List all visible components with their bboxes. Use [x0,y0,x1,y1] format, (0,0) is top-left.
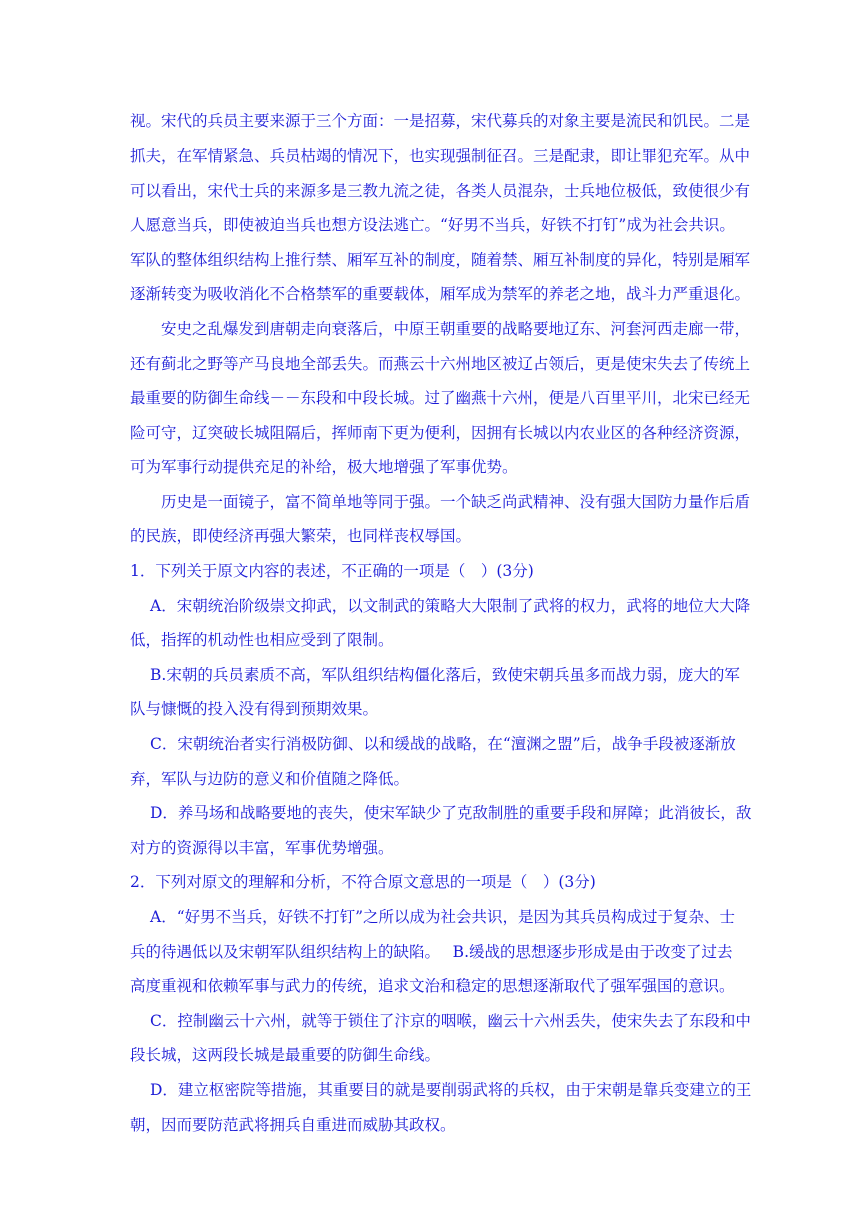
answer-option: 高度重视和依赖军事与武力的传统，追求文治和稳定的思想逐渐取代了强军强国的意识。 [130,977,735,995]
paragraph-line: 抓夫，在军情紧急、兵员枯竭的情况下，也实现强制征召。三是配隶，即让罪犯充军。从中 [130,147,751,165]
answer-option: 队与慷慨的投入没有得到预期效果。 [130,700,379,718]
answer-option: A．“好男不当兵，好铁不打钉”之所以成为社会共识，是因为其兵员构成过于复杂、士 [150,908,736,926]
answer-option: 段长城，这两段长城是最重要的防御生命线。 [130,1046,441,1064]
answer-option: 朝，因而要防范武将拥兵自重进而威胁其政权。 [130,1116,456,1134]
answer-option: D．养马场和战略要地的丧失，使宋军缺少了克敌制胜的重要手段和屏障；此消彼长，敌 [150,804,752,822]
question-stem: 1．下列关于原文内容的表述，不正确的一项是（ ）(3分) [130,562,534,580]
paragraph-line: 最重要的防御生命线－－东段和中段长城。过了幽燕十六州，便是八百里平川，北宋已经无 [130,389,751,407]
answer-option: C．宋朝统治者实行消极防御、以和缓战的战略，在“澶渊之盟”后，战争手段被逐渐放 [150,735,736,753]
answer-option: B.宋朝的兵员素质不高，军队组织结构僵化落后，致使宋朝兵虽多而战力弱，庞大的军 [150,666,740,684]
answer-option: D．建立枢密院等措施，其重要目的就是要削弱武将的兵权，由于宋朝是靠兵变建立的王 [150,1081,752,1099]
paragraph-line: 视。宋代的兵员主要来源于三个方面：一是招募，宋代募兵的对象主要是流民和饥民。二是 [130,112,751,130]
question-stem: 2．下列对原文的理解和分析，不符合原文意思的一项是（ ）(3分) [130,873,596,891]
paragraph-line: 人愿意当兵，即使被迫当兵也想方设法逃亡。“好男不当兵，好铁不打钉”成为社会共识。 [130,216,735,234]
paragraph-line: 还有蓟北之野等产马良地全部丢失。而燕云十六州地区被辽占领后，更是使宋失去了传统上 [130,355,751,373]
answer-option: A．宋朝统治阶级崇文抑武，以文制武的策略大大限制了武将的权力，武将的地位大大降 [150,597,751,615]
answer-option: 兵的待遇低以及宋朝军队组织结构上的缺陷。 B.缓战的思想逐步形成是由于改变了过去 [130,943,733,961]
paragraph-line: 可为军事行动提供充足的补给，极大地增强了军事优势。 [130,458,518,476]
answer-option: C．控制幽云十六州，就等于锁住了汴京的咽喉，幽云十六州丢失，使宋失去了东段和中 [150,1012,751,1030]
paragraph-line: 的民族，即使经济再强大繁荣，也同样丧权辱国。 [130,527,472,545]
paragraph-line: 逐渐转变为吸收消化不合格禁军的重要载体，厢军成为禁军的养老之地，战斗力严重退化。 [130,285,751,303]
paragraph-line: 军队的整体组织结构上推行禁、厢军互补的制度，随着禁、厢互补制度的异化，特别是厢军 [130,251,751,269]
paragraph-line: 历史是一面镜子，富不简单地等同于强。一个缺乏尚武精神、没有强大国防力量作后盾 [161,493,751,511]
paragraph-line: 险可守，辽突破长城阻隔后，挥师南下更为便利，因拥有长城以内农业区的各种经济资源， [130,424,751,442]
paragraph-line: 可以看出，宋代士兵的来源多是三教九流之徒，各类人员混杂，士兵地位极低，致使很少有 [130,182,751,200]
paragraph-line: 安史之乱爆发到唐朝走向衰落后，中原王朝重要的战略要地辽东、河套河西走廊一带， [161,320,751,338]
answer-option: 低，指挥的机动性也相应受到了限制。 [130,631,394,649]
answer-option: 对方的资源得以丰富，军事优势增强。 [130,839,394,857]
answer-option: 弃，军队与边防的意义和价值随之降低。 [130,770,410,788]
